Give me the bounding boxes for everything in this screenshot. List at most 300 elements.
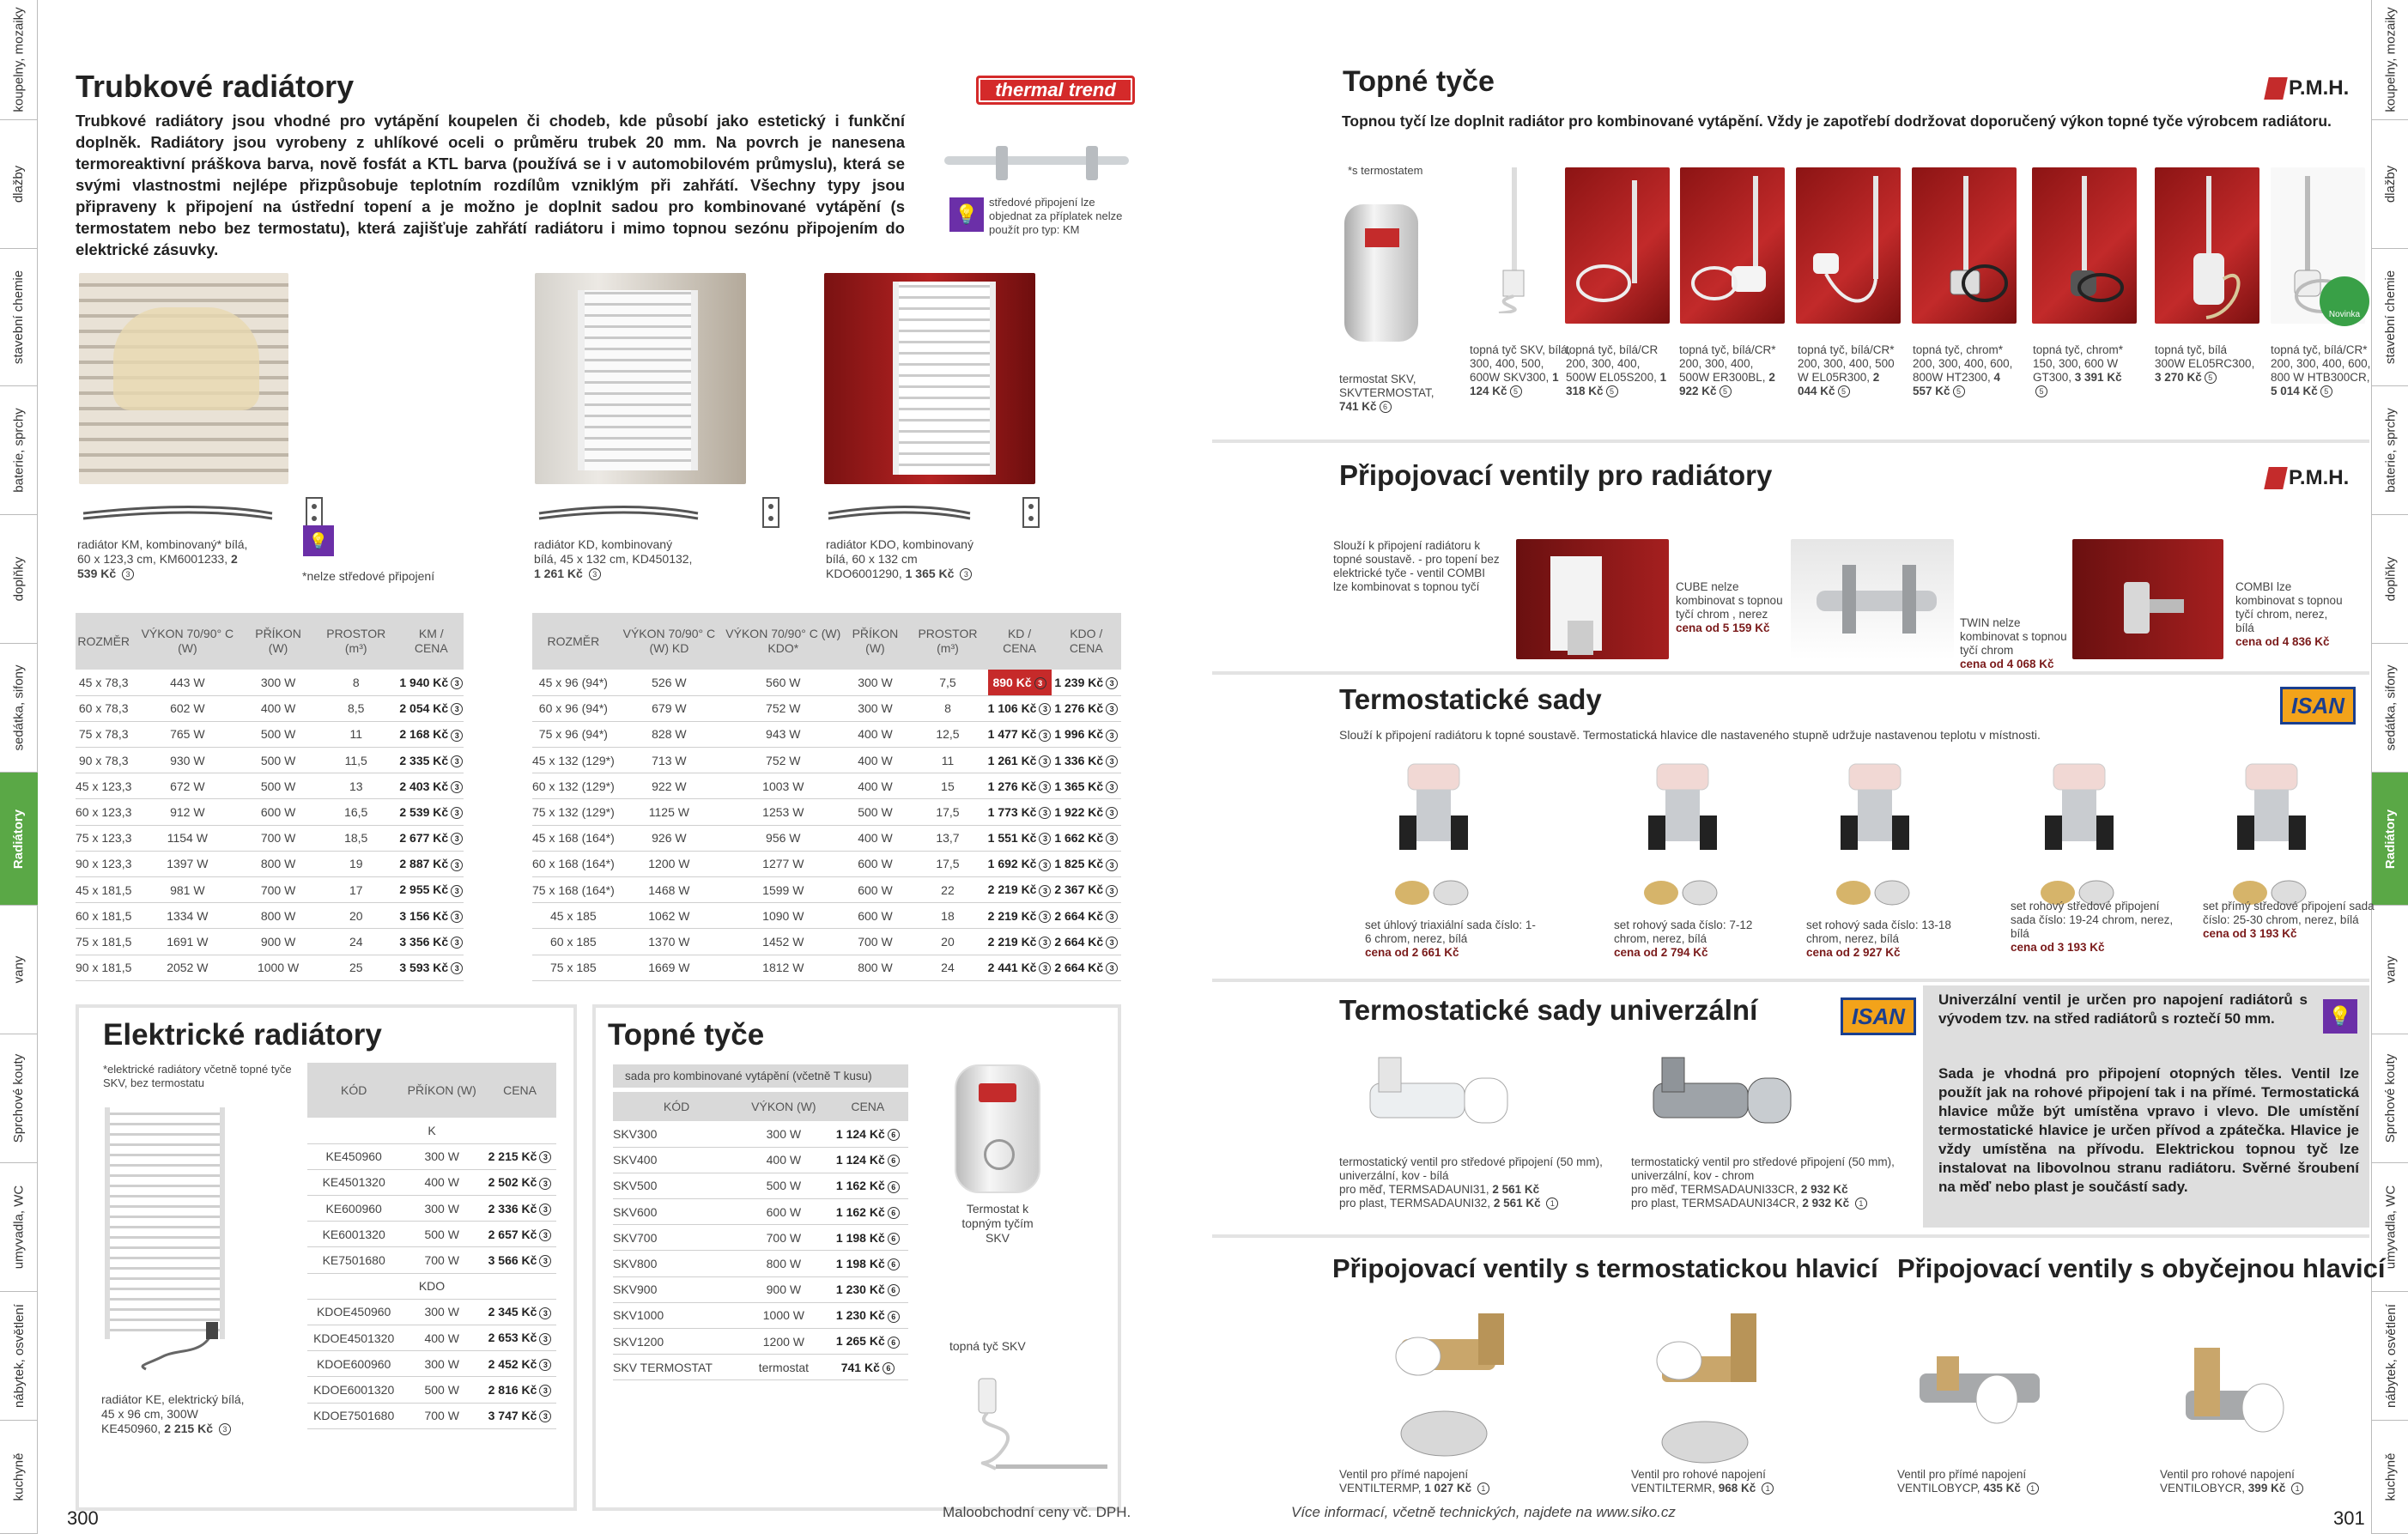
kd-cell: 943 W — [724, 721, 843, 747]
tt-cell: SKV400 — [613, 1147, 740, 1173]
termostat-image-right — [1344, 204, 1418, 342]
thermo-sets-title: Termostatické sady — [1339, 683, 1602, 715]
km-cell: 20 — [313, 903, 399, 929]
thermo-set-caption: set přímý středové připojení sada číslo: 25-30 chrom, nerez, bílá cena od 3 193 Kč — [2203, 900, 2375, 940]
el-cell: 300 W — [400, 1143, 483, 1169]
el-cell: 300 W — [400, 1196, 483, 1222]
km-cell: 600 W — [243, 799, 313, 825]
tt-cell: SKV700 — [613, 1225, 740, 1251]
kd-cell: 1 261 Kč 3 — [988, 748, 1052, 773]
table-row — [76, 877, 464, 903]
table-row — [613, 1302, 908, 1328]
km-cell: 60 x 123,3 — [76, 799, 131, 825]
tt-cell: 600 W — [740, 1199, 828, 1225]
tab-nabytek-r[interactable]: nábytek, osvětlení — [2372, 1292, 2408, 1421]
km-cell: 90 x 123,3 — [76, 851, 131, 876]
tab-radiatory-r[interactable]: Radiátory — [2372, 773, 2408, 906]
km-cell: 700 W — [243, 825, 313, 851]
tt-cell: 1 198 Kč 6 — [828, 1225, 908, 1251]
km-cell: 24 — [313, 929, 399, 955]
table-row — [613, 1147, 908, 1173]
table-row — [532, 670, 1121, 695]
kd-cell: 2 664 Kč 3 — [1052, 955, 1121, 980]
km-th-3: PROSTOR (m³) — [313, 613, 399, 670]
el-cell: 300 W — [400, 1351, 483, 1377]
km-cell: 60 x 181,5 — [76, 903, 131, 929]
el-cell: KDOE7501680 — [307, 1403, 400, 1428]
kd-cell: 500 W — [843, 799, 908, 825]
rods-subtitle: sada pro kombinované vytápění (včetně T kusu) — [613, 1064, 908, 1088]
kd-cell: 75 x 185 — [532, 955, 615, 980]
kd-cell: 400 W — [843, 825, 908, 851]
lightbulb-icon-universal: 💡 — [2323, 999, 2357, 1034]
thermal-trend-logo: thermal trend — [976, 76, 1135, 105]
tt-cell: 1 198 Kč 6 — [828, 1251, 908, 1276]
group-label: K — [307, 1118, 556, 1143]
table-row — [76, 670, 464, 695]
kd-th-1: VÝKON 70/90° C (W) KD — [615, 613, 724, 670]
kd-th-3: PŘÍKON (W) — [843, 613, 908, 670]
kd-cell: 60 x 132 (129*) — [532, 773, 615, 799]
tab-umyvadla[interactable]: umyvadla, WC — [0, 1163, 38, 1292]
tt-cell: 900 W — [740, 1276, 828, 1302]
kd-cell: 1 239 Kč 3 — [1052, 670, 1121, 695]
tt-cell: SKV500 — [613, 1173, 740, 1198]
kd-cell: 1090 W — [724, 903, 843, 929]
universal-caption-b: termostatický ventil pro středové připojení (50 mm), univerzální, kov - chrom pro měď, TERMSADAUNI33CR, 2 932 Kč pro plast, TERMSADAUNI34CR, 2 932 Kč 1 — [1631, 1155, 1895, 1210]
table-row — [76, 695, 464, 721]
tt-cell: 1 265 Kč 6 — [828, 1329, 908, 1355]
table-row — [76, 773, 464, 799]
km-cell: 16,5 — [313, 799, 399, 825]
kd-cell: 1003 W — [724, 773, 843, 799]
tt-th-vykon: VÝKON (W) — [740, 1092, 828, 1121]
rod-caption: topná tyč SKV, bílá, 300, 400, 500, 600W SKV300, 1 124 Kč 5 — [1470, 343, 1571, 397]
pmh-logo-2: P.M.H. — [2266, 464, 2368, 493]
kd-cell: 1 825 Kč 3 — [1052, 851, 1121, 876]
kd-cell: 75 x 96 (94*) — [532, 721, 615, 747]
kd-th-4: PROSTOR (m³) — [907, 613, 987, 670]
km-cell: 2 168 Kč 3 — [399, 721, 464, 747]
tab-sedatka-r[interactable]: sedátka, sifony — [2372, 644, 2408, 773]
valve-thermo-straight-photo — [1367, 1305, 1521, 1468]
kd-cell: 890 Kč 3 — [988, 670, 1052, 695]
kd-th-5: KD / CENA — [988, 613, 1052, 670]
el-cell: KE7501680 — [307, 1247, 400, 1273]
el-cell: KE4501320 — [307, 1169, 400, 1195]
kd-cell: 713 W — [615, 748, 724, 773]
rod-photo-el05rc300 — [2155, 167, 2259, 324]
km-table — [76, 613, 464, 981]
kd-cell: 300 W — [843, 670, 908, 695]
km-cell: 18,5 — [313, 825, 399, 851]
km-cell: 800 W — [243, 851, 313, 876]
table-row — [76, 721, 464, 747]
rods-table-left — [613, 1092, 908, 1380]
thermo-sets-text: Slouží k připojení radiátoru k topné soustavě. Termostatická hlavice dle nastaveného stupně udržuje nastavenou teplotu v místnosti. — [1339, 728, 2041, 742]
el-cell: 3 747 Kč 3 — [483, 1403, 556, 1428]
table-row — [76, 799, 464, 825]
table-row — [613, 1173, 908, 1198]
km-cell: 1154 W — [131, 825, 243, 851]
kd-cell: 18 — [907, 903, 987, 929]
tab-kuchyne[interactable]: kuchyně — [0, 1421, 38, 1534]
thermo-set-caption: set rohový sada číslo: 13-18 chrom, nerez, bílá cena od 2 927 Kč — [1806, 919, 1951, 959]
electric-table — [307, 1063, 556, 1429]
table-row — [613, 1121, 908, 1147]
lightbulb-icon-km: 💡 — [303, 525, 334, 556]
km-cell: 912 W — [131, 799, 243, 825]
table-row — [307, 1222, 556, 1247]
table-row — [532, 748, 1121, 773]
kd-cell: 1452 W — [724, 929, 843, 955]
separator-3 — [1212, 979, 2369, 982]
table-row — [307, 1169, 556, 1195]
kd-cell: 13,7 — [907, 825, 987, 851]
el-cell: KDOE600960 — [307, 1351, 400, 1377]
km-cell: 900 W — [243, 929, 313, 955]
km-cell: 800 W — [243, 903, 313, 929]
km-cell: 1397 W — [131, 851, 243, 876]
km-cell: 2 539 Kč 3 — [399, 799, 464, 825]
tab-sedatka[interactable]: sedátka, sifony — [0, 644, 38, 773]
km-cell: 602 W — [131, 695, 243, 721]
el-cell: 2 345 Kč 3 — [483, 1299, 556, 1325]
km-cell: 45 x 123,3 — [76, 773, 131, 799]
pmh-logo: P.M.H. — [2266, 74, 2368, 103]
kd-cell: 7,5 — [907, 670, 987, 695]
radiator-kd-photo — [535, 273, 746, 484]
table-row — [76, 851, 464, 876]
el-cell: 400 W — [400, 1169, 483, 1195]
kd-cell: 752 W — [724, 748, 843, 773]
el-cell: KE600960 — [307, 1196, 400, 1222]
kd-cell: 1 551 Kč 3 — [988, 825, 1052, 851]
intro-paragraph: Trubkové radiátory jsou vhodné pro vytápění koupelen či chodeb, kde působí jako estetický i funkční doplněk. Radiátory jsou vyrobeny z uhlíkové oceli o průměru trubek 20 mm. Na povrch je nanesena termoreaktivní práškova barva, nově fosfát a KTL barva (používá se i v automobilovém průmyslu), která se svými vlastnostmi nejlépe přizpůsobuje teplotním rozdílům vzniklým při zahřátí. Všechny typy jsou připraveny k připojení na ústřední topení a je možno je doplnit sadou pro kombinované vytápění (s termostatem nebo bez termostatu), která zajišťuje zahřátí radiátoru i mimo topnou sezónu připojením do elektrické zásuvky. — [76, 112, 905, 258]
combi-caption: COMBI lze kombinovat s topnou tyčí chrom, nerez, bílá cena od 4 836 Kč — [2235, 580, 2343, 648]
table-row — [307, 1247, 556, 1273]
kd-cell: 1253 W — [724, 799, 843, 825]
table-row — [532, 851, 1121, 876]
km-cell: 2 335 Kč 3 — [399, 748, 464, 773]
kd-cell: 1 996 Kč 3 — [1052, 721, 1121, 747]
valve-caption-4: Ventil pro rohové napojení VENTILOBYCR, 399 Kč 1 — [2160, 1468, 2357, 1495]
kd-cell: 2 219 Kč 3 — [988, 903, 1052, 929]
km-cell: 300 W — [243, 670, 313, 695]
km-cell: 90 x 181,5 — [76, 955, 131, 980]
km-cell: 1000 W — [243, 955, 313, 980]
valves-text: Slouží k připojení radiátoru k topné soustavě. - pro topení bez elektrické tyče - ventil COMBI lze kombinovat s topnou tyčí — [1333, 539, 1500, 593]
kd-cell: 752 W — [724, 695, 843, 721]
el-cell: KE450960 — [307, 1143, 400, 1169]
tab-koupelny[interactable]: koupelny, mozaiky — [0, 0, 38, 120]
tt-cell: 1 124 Kč 6 — [828, 1121, 908, 1147]
kd-cell: 60 x 185 — [532, 929, 615, 955]
km-cell: 11 — [313, 721, 399, 747]
el-cell: 2 215 Kč 3 — [483, 1143, 556, 1169]
km-th-2: PŘÍKON (W) — [243, 613, 313, 670]
table-row — [532, 929, 1121, 955]
tt-cell: SKV1200 — [613, 1329, 740, 1355]
table-row — [307, 1351, 556, 1377]
table-row — [76, 825, 464, 851]
tab-nabytek[interactable]: nábytek, osvětlení — [0, 1292, 38, 1421]
twin-valve-photo — [1791, 539, 1954, 659]
tt-cell: 1 230 Kč 6 — [828, 1302, 908, 1328]
tab-dlazby[interactable]: dlažby — [0, 120, 38, 249]
km-cell: 500 W — [243, 748, 313, 773]
el-cell: 500 W — [400, 1222, 483, 1247]
kd-cell: 2 664 Kč 3 — [1052, 903, 1121, 929]
kd-cell: 1812 W — [724, 955, 843, 980]
kd-cell: 1 477 Kč 3 — [988, 721, 1052, 747]
kd-th-0: ROZMĚR — [532, 613, 615, 670]
km-th-4: KM / CENA — [399, 613, 464, 670]
table-row — [532, 773, 1121, 799]
kd-cell: 2 441 Kč 3 — [988, 955, 1052, 980]
el-cell: 700 W — [400, 1403, 483, 1428]
el-cell: 700 W — [400, 1247, 483, 1273]
el-cell: 3 566 Kč 3 — [483, 1247, 556, 1273]
km-cell: 2 955 Kč 3 — [399, 877, 464, 903]
kd-cell: 1468 W — [615, 877, 724, 903]
kd-cell: 24 — [907, 955, 987, 980]
kd-cell: 1 106 Kč 3 — [988, 695, 1052, 721]
km-cell: 25 — [313, 955, 399, 980]
kd-cell: 600 W — [843, 877, 908, 903]
tab-umyvadla-r[interactable]: umyvadla, WC — [2372, 1163, 2408, 1292]
kd-cell: 600 W — [843, 903, 908, 929]
tab-kuchyne-r[interactable]: kuchyně — [2372, 1421, 2408, 1534]
tt-cell: 400 W — [740, 1147, 828, 1173]
table-row — [76, 955, 464, 980]
kd-cell: 300 W — [843, 695, 908, 721]
kd-cell: 828 W — [615, 721, 724, 747]
km-cell: 11,5 — [313, 748, 399, 773]
separator-2 — [1212, 671, 2369, 675]
thermostat-image — [955, 1064, 1040, 1193]
table-row — [532, 695, 1121, 721]
tt-cell: 500 W — [740, 1173, 828, 1198]
km-cell: 13 — [313, 773, 399, 799]
combi-valve-photo — [2072, 539, 2223, 659]
kdo-caption: radiátor KDO, kombinovaný bílá, 60 x 132 cm KDO6001290, 1 365 Kč 3 — [826, 537, 974, 580]
rod-caption: topná tyč, bílá/CR* 200, 300, 400, 600, 800 W HTB300CR, 5 014 Kč 5 — [2271, 343, 2371, 397]
tab-koupelny-r[interactable]: koupelny, mozaiky — [2372, 0, 2408, 120]
tt-cell: 1 162 Kč 6 — [828, 1199, 908, 1225]
el-cell: KE6001320 — [307, 1222, 400, 1247]
universal-caption-a: termostatický ventil pro středové připojení (50 mm), univerzální, kov - bílá pro měď, TERMSADAUNI31, 2 561 Kč pro plast, TERMSADAUNI32, 2 561 Kč 1 — [1339, 1155, 1603, 1210]
km-cell: 443 W — [131, 670, 243, 695]
kd-cell: 75 x 168 (164*) — [532, 877, 615, 903]
kd-cell: 20 — [907, 929, 987, 955]
tab-doplnky[interactable]: doplňky — [0, 515, 38, 644]
kd-cell: 1370 W — [615, 929, 724, 955]
kd-cell: 800 W — [843, 955, 908, 980]
kd-cell: 8 — [907, 695, 987, 721]
rod-image-left — [944, 1361, 1116, 1490]
tab-baterie-r[interactable]: baterie, sprchy — [2372, 386, 2408, 515]
el-cell: 2 336 Kč 3 — [483, 1196, 556, 1222]
km-cell: 90 x 78,3 — [76, 748, 131, 773]
km-cell: 700 W — [243, 877, 313, 903]
km-cell: 765 W — [131, 721, 243, 747]
kd-cell: 1 276 Kč 3 — [1052, 695, 1121, 721]
electric-title: Elektrické radiátory — [103, 1018, 382, 1052]
cube-caption: CUBE nelze kombinovat s topnou tyčí chrom , nerez cena od 5 159 Kč — [1676, 580, 1783, 634]
table-row — [613, 1251, 908, 1276]
valve-caption-3: Ventil pro přímé napojení VENTILOBYCP, 435 Kč 1 — [1897, 1468, 2095, 1495]
rod-photo-el05r300 — [1796, 167, 1901, 324]
tt-cell: SKV300 — [613, 1121, 740, 1147]
kd-cell: 1277 W — [724, 851, 843, 876]
km-cell: 45 x 181,5 — [76, 877, 131, 903]
kd-cell: 400 W — [843, 748, 908, 773]
el-cell: 2 653 Kč 3 — [483, 1325, 556, 1351]
kd-cell: 1 336 Kč 3 — [1052, 748, 1121, 773]
kd-cell: 1599 W — [724, 877, 843, 903]
kd-cell: 526 W — [615, 670, 724, 695]
rod-caption: topná tyč, chrom* 150, 300, 600 W GT300, 3 391 Kč5 — [2033, 343, 2124, 397]
thermo-set-photo — [1382, 755, 1477, 927]
km-cell: 2 677 Kč 3 — [399, 825, 464, 851]
tab-sprchove-kouty[interactable]: Sprchové kouty — [0, 1034, 38, 1163]
universal-text-2: Sada je vhodná pro připojení otopných těles. Ventil lze použít jak na rohové připojení tak i na přímé. Termostatická hlavice může být umístěna vpravo i vlevo. Dle umístění termostatické hlavice je určen přívod a zpátečka. Hlavice je vždy umístěna na přívodu. Elektrickou topnou tyč lze instalovat na libovolnou stranu radiátoru. Svěrné šroubení na měď nebo plast je součástí sady. — [1938, 1065, 2359, 1195]
tab-baterie[interactable]: baterie, sprchy — [0, 386, 38, 515]
km-th-0: ROZMĚR — [76, 613, 131, 670]
table-row — [613, 1199, 908, 1225]
group-label: KDO — [307, 1273, 556, 1299]
kd-cell: 679 W — [615, 695, 724, 721]
tab-vany-r[interactable]: vany — [2372, 906, 2408, 1034]
table-row — [613, 1225, 908, 1251]
table-row — [76, 903, 464, 929]
page-number-right: 301 — [2333, 1507, 2365, 1529]
tt-cell: SKV800 — [613, 1251, 740, 1276]
kd-cell: 15 — [907, 773, 987, 799]
isan-logo: ISAN — [2280, 687, 2356, 725]
table-row — [613, 1276, 908, 1302]
tab-radiatory[interactable]: Radiátory — [0, 773, 38, 906]
km-cell: 8 — [313, 670, 399, 695]
thermo-set-photo — [1631, 755, 1726, 927]
el-cell: KDOE6001320 — [307, 1377, 400, 1403]
rod-caption: topná tyč, chrom* 200, 300, 400, 600, 800W HT2300, 4 557 Kč 5 — [1913, 343, 2013, 397]
rod-photo-er300bl — [1680, 167, 1785, 324]
cube-valve-photo — [1516, 539, 1669, 659]
tt-th-kod: KÓD — [613, 1092, 740, 1121]
rods-intro-right: Topnou tyčí lze doplnit radiátor pro kombinované vytápění. Vždy je zapotřebí dodržovat doporučený výkon topné tyče výrobcem radiátoru. — [1342, 112, 2332, 130]
page-number-left: 300 — [67, 1507, 99, 1529]
kd-cell: 22 — [907, 877, 987, 903]
thermostat-caption: Termostat k topným tyčím SKV — [961, 1202, 1034, 1245]
kd-cell: 926 W — [615, 825, 724, 851]
el-th-prikon: PŘÍKON (W) — [400, 1063, 483, 1118]
mid-connection-note: středové připojení lze objednat za příplatek nelze použít pro typ: KM — [989, 196, 1123, 236]
tt-cell: SKV1000 — [613, 1302, 740, 1328]
table-row — [76, 929, 464, 955]
valve-caption-2: Ventil pro rohové napojení VENTILTERMR, 968 Kč 1 — [1631, 1468, 1829, 1495]
rod-caption: termostat SKV, SKVTERMOSTAT, 741 Kč 6 — [1339, 373, 1434, 413]
kd-cell: 1 365 Kč 3 — [1052, 773, 1121, 799]
thermo-set-caption: set rohový sada číslo: 7-12 chrom, nerez, bílá cena od 2 794 Kč — [1614, 919, 1753, 959]
tt-cell: 741 Kč 6 — [828, 1355, 908, 1380]
footer-right: Více informací, včetně technických, najdete na www.siko.cz — [1291, 1504, 1676, 1520]
km-cell: 75 x 123,3 — [76, 825, 131, 851]
isan-logo-2: ISAN — [1841, 997, 1916, 1035]
kd-cell: 1 276 Kč 3 — [988, 773, 1052, 799]
kd-cell: 2 219 Kč 3 — [988, 877, 1052, 903]
kd-cell: 45 x 96 (94*) — [532, 670, 615, 695]
valve-caption-1: Ventil pro přímé napojení VENTILTERMP, 1 027 Kč 1 — [1339, 1468, 1537, 1495]
electric-cable-icon — [129, 1322, 223, 1373]
tab-doplnky-r[interactable]: doplňky — [2372, 515, 2408, 644]
radiator-km-photo — [79, 273, 288, 484]
tab-sprchove-kouty-r[interactable]: Sprchové kouty — [2372, 1034, 2408, 1163]
tab-vany[interactable]: vany — [0, 906, 38, 1034]
valves-plain-head-title: Připojovací ventily s obyčejnou hlavicí — [1897, 1253, 2386, 1283]
table-row — [613, 1355, 908, 1380]
valve-plain-straight-photo — [1902, 1339, 2057, 1468]
table-row — [307, 1403, 556, 1428]
rod-caption: topná tyč, bílá 300W EL05RC300, 3 270 Kč 5 — [2155, 343, 2255, 384]
el-cell: 400 W — [400, 1325, 483, 1351]
kd-cell: 2 219 Kč 3 — [988, 929, 1052, 955]
valve-plain-angle-photo — [2160, 1339, 2314, 1468]
el-th-cena: CENA — [483, 1063, 556, 1118]
page-title-trubkove: Trubkové radiátory — [76, 69, 355, 104]
km-cell: 2 054 Kč 3 — [399, 695, 464, 721]
kd-th-2: VÝKON 70/90° C (W) KDO* — [724, 613, 843, 670]
kd-cell: 400 W — [843, 721, 908, 747]
radiator-kdo-photo — [824, 273, 1035, 484]
km-caption: radiátor KM, kombinovaný* bílá, 60 x 123,3 cm, KM6001233, 2 539 Kč 3 — [77, 537, 248, 580]
km-cell: 75 x 181,5 — [76, 929, 131, 955]
kd-cell: 11 — [907, 748, 987, 773]
tab-stavebni-chemie-r[interactable]: stavební chemie — [2372, 249, 2408, 386]
kd-cell: 12,5 — [907, 721, 987, 747]
el-cell: 2 657 Kč 3 — [483, 1222, 556, 1247]
kd-cell: 1 773 Kč 3 — [988, 799, 1052, 825]
tab-dlazby-r[interactable]: dlažby — [2372, 120, 2408, 249]
kd-cell: 60 x 96 (94*) — [532, 695, 615, 721]
km-cell: 930 W — [131, 748, 243, 773]
kd-profile-icon — [535, 496, 784, 529]
universal-sets-title: Termostatické sady univerzální — [1339, 994, 1758, 1026]
kd-cell: 17,5 — [907, 799, 987, 825]
km-cell: 2 887 Kč 3 — [399, 851, 464, 876]
twin-caption: TWIN nelze kombinovat s topnou tyčí chrom cena od 4 068 Kč — [1960, 616, 2067, 670]
universal-white-valve — [1362, 1049, 1525, 1143]
tt-cell: SKV900 — [613, 1276, 740, 1302]
tt-cell: 300 W — [740, 1121, 828, 1147]
tt-cell: termostat — [740, 1355, 828, 1380]
table-row — [532, 903, 1121, 929]
tab-stavebni-chemie[interactable]: stavební chemie — [0, 249, 38, 386]
table-row — [532, 955, 1121, 980]
rod-photo-ht2300 — [1912, 167, 2017, 324]
tt-cell: 1 230 Kč 6 — [828, 1276, 908, 1302]
km-cell: 1334 W — [131, 903, 243, 929]
tt-cell: 1200 W — [740, 1329, 828, 1355]
el-cell: 300 W — [400, 1299, 483, 1325]
kd-caption: radiátor KD, kombinovaný bílá, 45 x 132 cm, KD450132, 1 261 Kč 3 — [534, 537, 693, 580]
table-row — [532, 721, 1121, 747]
km-cell: 60 x 78,3 — [76, 695, 131, 721]
kd-cell: 1062 W — [615, 903, 724, 929]
el-cell: KDOE450960 — [307, 1299, 400, 1325]
el-cell: 2 816 Kč 3 — [483, 1377, 556, 1403]
